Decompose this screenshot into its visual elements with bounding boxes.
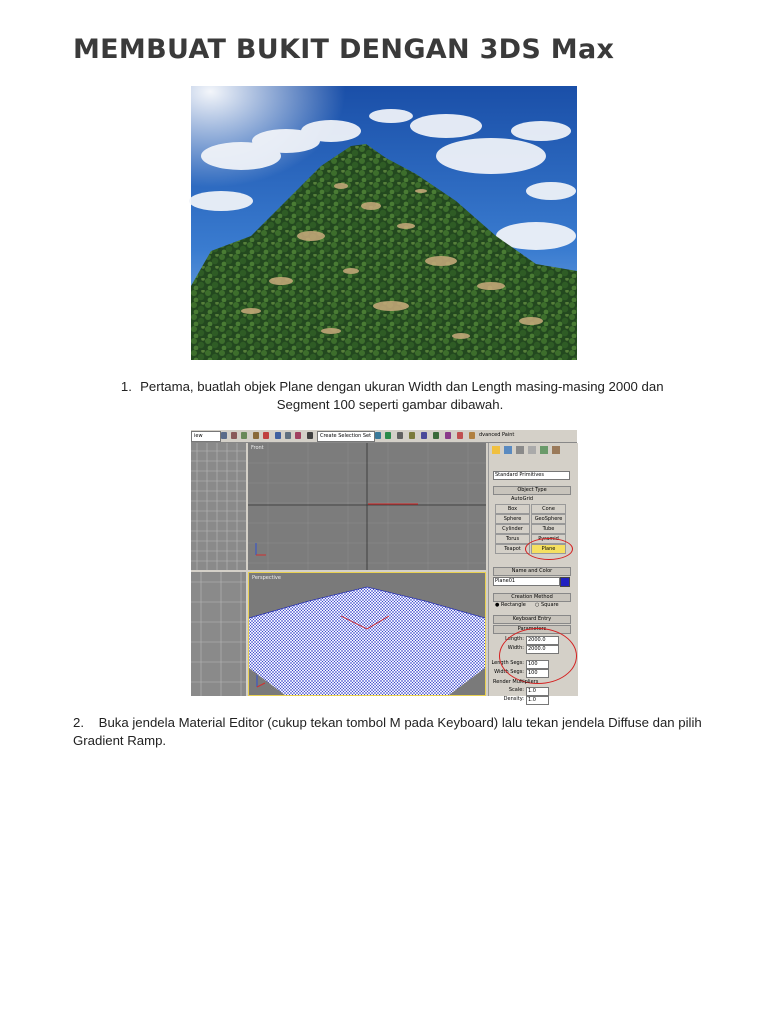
create-tab-icon[interactable] — [492, 446, 500, 454]
hill-photo-illustration — [191, 86, 577, 360]
width-field[interactable]: 2000.0 — [526, 645, 559, 654]
width-segs-label: Width Segs: — [494, 669, 524, 675]
step-1 — [90, 378, 690, 414]
scale-field[interactable]: 1.0 — [526, 687, 549, 696]
teapot-button[interactable]: Teapot — [495, 544, 530, 554]
scale-icon[interactable] — [263, 432, 269, 439]
hierarchy-tab-icon[interactable] — [516, 446, 524, 454]
paint-icon[interactable] — [469, 432, 475, 439]
density-field[interactable]: 1.0 — [526, 696, 549, 705]
angle-snap-icon[interactable] — [285, 432, 291, 439]
snap-icon[interactable] — [275, 432, 281, 439]
bottom-left-grid — [191, 572, 246, 696]
link-icon[interactable] — [231, 432, 237, 439]
parameters-highlight-circle — [499, 628, 577, 684]
step-1-number: 1. — [120, 379, 132, 394]
cylinder-button[interactable]: Cylinder — [495, 524, 530, 534]
display-tab-icon[interactable] — [540, 446, 548, 454]
width-segs-field[interactable]: 100 — [526, 669, 549, 678]
utilities-tab-icon[interactable] — [552, 446, 560, 454]
align-icon[interactable] — [385, 432, 391, 439]
name-color-rollout[interactable]: Name and Color — [493, 567, 571, 576]
front-view-grid — [248, 443, 486, 570]
3dsmax-screenshot — [191, 430, 577, 703]
torus-button[interactable]: Torus — [495, 534, 530, 544]
select-icon[interactable] — [221, 432, 227, 439]
view-dropdown[interactable]: iew — [191, 431, 221, 442]
geosphere-button[interactable]: GeoSphere — [531, 514, 566, 524]
length-segs-label: Length Segs: — [491, 660, 524, 666]
layer-icon[interactable] — [397, 432, 403, 439]
perspective-viewport-label: Perspective — [252, 575, 281, 581]
rectangle-label: Rectangle — [500, 602, 526, 608]
move-icon[interactable] — [241, 432, 247, 439]
length-field[interactable]: 2000.0 — [526, 636, 559, 645]
render-setup-icon[interactable] — [445, 432, 451, 439]
render-icon[interactable] — [457, 432, 463, 439]
document-title: MEMBUAT BUKIT DENGAN 3DS Max — [73, 34, 615, 65]
tube-button[interactable]: Tube — [531, 524, 566, 534]
length-label: Length: — [505, 636, 524, 642]
square-radio[interactable]: ○ Square — [535, 602, 559, 608]
perspective-plane-mesh — [249, 573, 485, 695]
pyramid-button[interactable]: Pyramid — [531, 534, 566, 544]
square-label: Square — [540, 602, 559, 608]
command-panel-tabs — [492, 445, 574, 455]
step-2-number: 2. — [73, 715, 84, 730]
advanced-paint-label: dvanced Paint — [479, 432, 515, 438]
creation-method-rollout[interactable]: Creation Method — [493, 593, 571, 602]
autogrid-checkbox[interactable]: AutoGrid — [511, 496, 534, 502]
box-button[interactable]: Box — [495, 504, 530, 514]
rectangle-radio[interactable]: ● Rectangle — [495, 602, 526, 608]
plane-highlight-circle — [525, 538, 573, 560]
length-segs-field[interactable]: 100 — [526, 660, 549, 669]
step-1-text: Pertama, buatlah objek Plane dengan ukuran Width dan Length masing-masing 2000 dan Segment 100 seperti gambar dibawah. — [140, 379, 664, 412]
width-label: Width: — [507, 645, 524, 651]
sphere-button[interactable]: Sphere — [495, 514, 530, 524]
cone-button[interactable]: Cone — [531, 504, 566, 514]
scale-label: Scale: — [508, 687, 524, 693]
viewport-top-left[interactable] — [191, 443, 246, 570]
curve-editor-icon[interactable] — [409, 432, 415, 439]
percent-snap-icon[interactable] — [295, 432, 301, 439]
schematic-icon[interactable] — [421, 432, 427, 439]
named-selection-icon[interactable] — [307, 432, 313, 439]
motion-tab-icon[interactable] — [528, 446, 536, 454]
object-color-swatch[interactable] — [560, 577, 570, 587]
step-2-text: Buka jendela Material Editor (cukup tekan tombol M pada Keyboard) lalu tekan jendela Diffuse dan pilih Gradient Ramp. — [73, 715, 702, 748]
parameters-rollout[interactable]: Parameters — [493, 625, 571, 634]
category-dropdown[interactable]: Standard Primitives — [493, 471, 570, 480]
selection-set-dropdown[interactable]: Create Selection Set — [317, 431, 375, 442]
hill-photo — [191, 86, 577, 360]
render-multipliers-label: Render Multipliers — [493, 679, 539, 685]
viewport-perspective[interactable] — [248, 572, 486, 696]
modify-tab-icon[interactable] — [504, 446, 512, 454]
viewport-front[interactable] — [248, 443, 486, 570]
step-2 — [73, 714, 713, 750]
object-name-field[interactable]: Plane01 — [493, 577, 560, 586]
viewport-grid — [191, 443, 246, 570]
main-toolbar — [191, 430, 577, 443]
front-viewport-label: Front — [251, 445, 264, 451]
rotate-icon[interactable] — [253, 432, 259, 439]
mirror-icon[interactable] — [375, 432, 381, 439]
command-panel — [488, 443, 578, 703]
viewport-bottom-left[interactable] — [191, 572, 246, 696]
object-type-rollout[interactable]: Object Type — [493, 486, 571, 495]
density-label: Density: — [503, 696, 524, 702]
plane-button[interactable]: Plane — [531, 544, 566, 554]
keyboard-entry-rollout[interactable]: Keyboard Entry — [493, 615, 571, 624]
material-editor-icon[interactable] — [433, 432, 439, 439]
